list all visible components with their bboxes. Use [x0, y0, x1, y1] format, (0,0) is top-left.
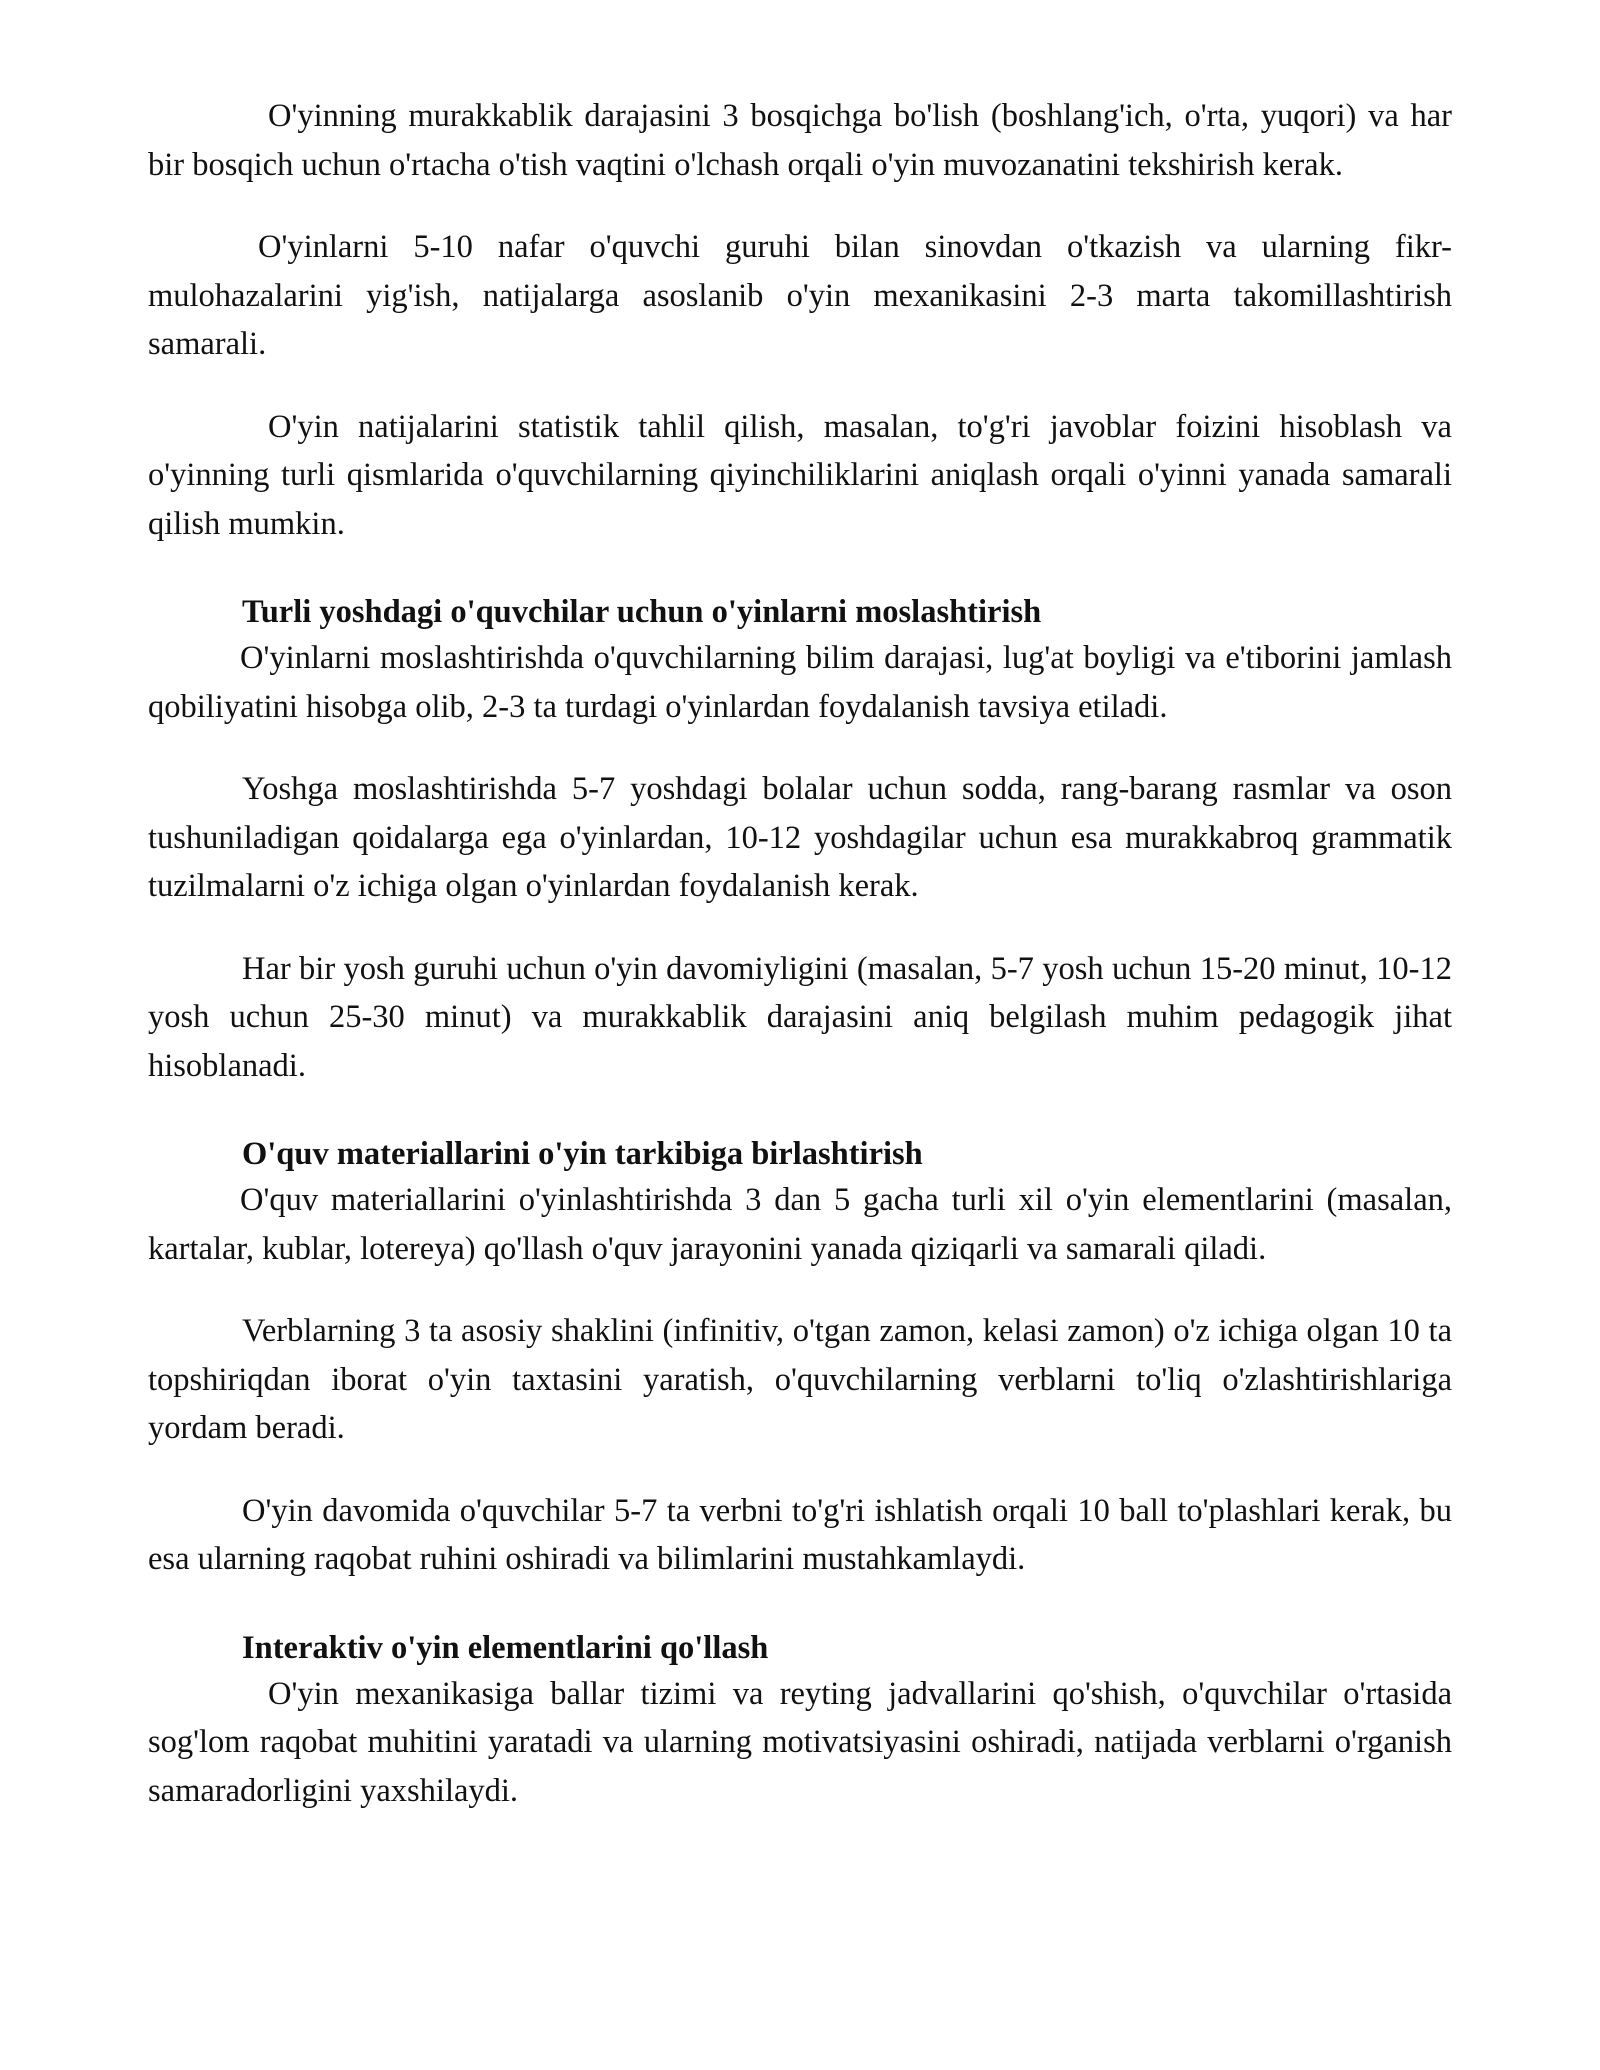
paragraph-adaptation-knowledge: O'yinlarni moslashtirishda o'quvchilarning bilim darajasi, lug'at boyligi va e'tiborini jamlash qobiliyatini hisobga olib, 2-3 ta turdagi o'yinlardan foydalanish tavsiya etiladi.	[148, 640, 1452, 725]
paragraph-scoring-system: O'yin mexanikasiga ballar tizimi va reyting jadvallarini qo'shish, o'quvchilar o'rtasida sog'lom raqobat muhitini yaratadi va ularning motivatsiyasini oshiradi, natijada verblarni o'rganish samaradorligini yaxshilaydi.	[148, 1675, 1452, 1809]
paragraph-statistical-analysis: O'yin natijalarini statistik tahlil qilish, masalan, to'g'ri javoblar foizini hisoblash va o'yinning turli qismlarida o'quvchilarning qiyinchiliklarini aniqlash orqali o'yinni yanada samarali qilish mumkin.	[148, 408, 1452, 542]
paragraph-verb-forms: Verblarning 3 ta asosiy shaklini (infinitiv, o'tgan zamon, kelasi zamon) o'z ichiga olgan 10 ta topshiriqdan iborat o'yin taxtasini yaratish, o'quvchilarning verblarni to'liq o'zlashtirishlariga yordam beradi.	[148, 1313, 1452, 1446]
paragraph-game-duration: Har bir yosh guruhi uchun o'yin davomiyligini (masalan, 5-7 yosh uchun 15-20 minut, 10-12 yosh uchun 25-30 minut) va murakkablik darajasini aniq belgilash muhim pedagogik jihat hisoblanadi.	[148, 950, 1452, 1084]
paragraph-testing-groups: O'yinlarni 5-10 nafar o'quvchi guruhi bilan sinovdan o'tkazish va ularning fikr-mulohazalarini yig'ish, natijalarga asoslanib o'yin mexanikasini 2-3 marta takomillashtirish samarali.	[148, 229, 1452, 362]
heading-interactive-elements: Interaktiv o'yin elementlarini qo'llash	[242, 1629, 769, 1666]
document-body	[148, 92, 1452, 1815]
paragraph-game-elements: O'quv materiallarini o'yinlashtirishda 3 dan 5 gacha turli xil o'yin elementlarini (masalan, kartalar, kublar, lotereya) qo'llash o'quv jarayonini yanada qiziqarli va samarali qiladi.	[148, 1182, 1452, 1267]
paragraph-age-groups: Yoshga moslashtirishda 5-7 yoshdagi bolalar uchun sodda, rang-barang rasmlar va oson tushuniladigan qoidalarga ega o'yinlardan, 10-12 yoshdagilar uchun esa murakkabroq grammatik tuzilmalarni o'z ichiga olgan o'yinlardan foydalanish kerak.	[148, 771, 1452, 904]
heading-age-adaptation: Turli yoshdagi o'quvchilar uchun o'yinlarni moslashtirish	[242, 594, 1042, 630]
paragraph-difficulty-levels: O'yinning murakkablik darajasini 3 bosqichga bo'lish (boshlang'ich, o'rta, yuqori) va har bir bosqich uchun o'rtacha o'tish vaqtini o'lchash orqali o'yin muvozanatini tekshirish kerak.	[148, 98, 1452, 183]
paragraph-points-goal: O'yin davomida o'quvchilar 5-7 ta verbni to'g'ri ishlatish orqali 10 ball to'plashlari kerak, bu esa ularning raqobat ruhini oshiradi va bilimlarini mustahkamlaydi.	[148, 1492, 1452, 1577]
heading-materials-integration: O'quv materiallarini o'yin tarkibiga birlashtirish	[242, 1136, 923, 1172]
